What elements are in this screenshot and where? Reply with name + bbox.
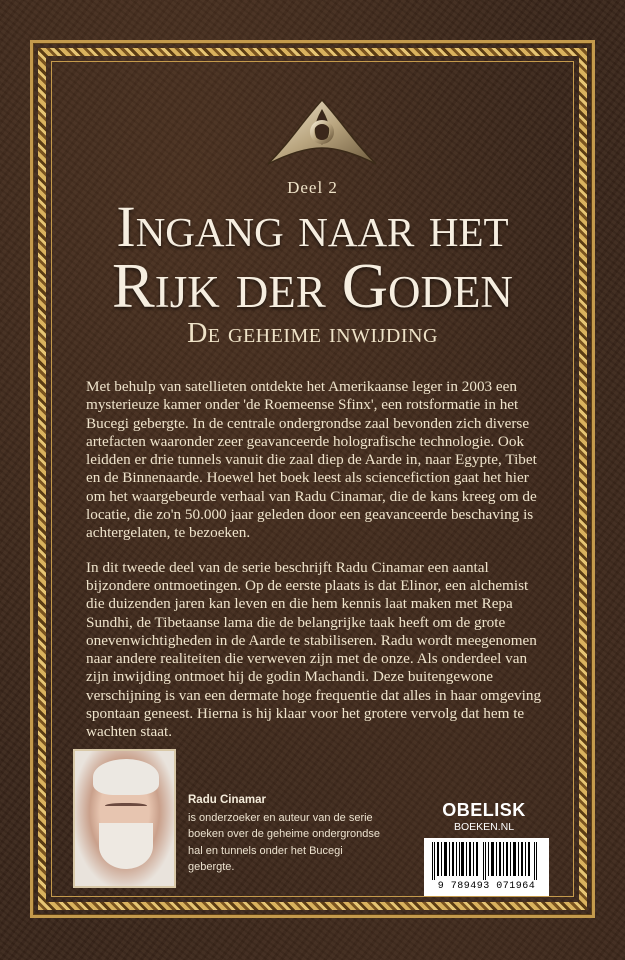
blurb-paragraph: In dit tweede deel van de serie beschrijft Radu Cinamar een aantal bijzondere ontmoetingen. Op de eerste plaats is dat Elinor, een alchemist die duizenden jaren kan leven en die hem kennis laat maken met Repa Sundhi, de Tibetaanse lama die de belangrijke taak heeft om de grote onevenwichtigheden in de Aarde te stabiliseren. Radu wordt meegenomen naar andere realiteiten die verweven zijn met de onze. Als onderdeel van zijn inwijding ontmoet hij de godin Machandi. Deze buitengewone verschijning is van een dermate hoge frequentie dat alles in haar omgeving spontaan geneest. Hierna is hij klaar voor het grotere vervolg dat hem te wachten staat. [86, 558, 542, 741]
publisher-logo: OBELISK [442, 800, 526, 820]
barcode-bars-icon [430, 842, 543, 880]
blurb-text [86, 378, 546, 758]
publisher-website: BOEKEN.NL [453, 821, 515, 833]
title-line-2: Rijk der Goden [112, 250, 513, 321]
author-photo-hair [93, 759, 159, 795]
author-photo-eyes [105, 803, 147, 810]
author-photo-beard [99, 823, 153, 869]
celtic-knot-icon [262, 92, 382, 172]
title-line-1: Ingang naar het [116, 194, 509, 259]
isbn-barcode [424, 838, 549, 896]
isbn-number: 9 789493 071964 [437, 881, 536, 892]
subtitle: De geheime inwijding [187, 318, 438, 349]
author-name: Radu Cinamar [188, 794, 266, 806]
author-photo [73, 749, 176, 888]
blurb-paragraph: Met behulp van satellieten ontdekte het Amerikaanse leger in 2003 een mysterieuze kamer onder 'de Roemeense Sfinx', een rotsformatie in het Bucegi gebergte. In de centrale ondergrondse zaal bevonden zich diverse artefacten waaronder zeer geavanceerde holografische technologie. Ook leidden er drie tunnels vanuit die zaal diep de Aarde in, naar Egypte, Tibet en de Binnenaarde. Hoewel het boek leest als sciencefiction gaat het hier om het waargebeurde verhaal van Radu Cinamar, die de kans kreeg om de locatie, die zo'n 50.000 jaar geleden door een geavanceerde beschaving is achtergelaten, te bezoeken. [86, 378, 537, 542]
author-bio: is onderzoeker en auteur van de serie boeken over de geheime ondergrondse hal en tunnels onder het Bucegi gebergte. [188, 812, 381, 873]
part-label: Deel 2 [287, 178, 338, 197]
